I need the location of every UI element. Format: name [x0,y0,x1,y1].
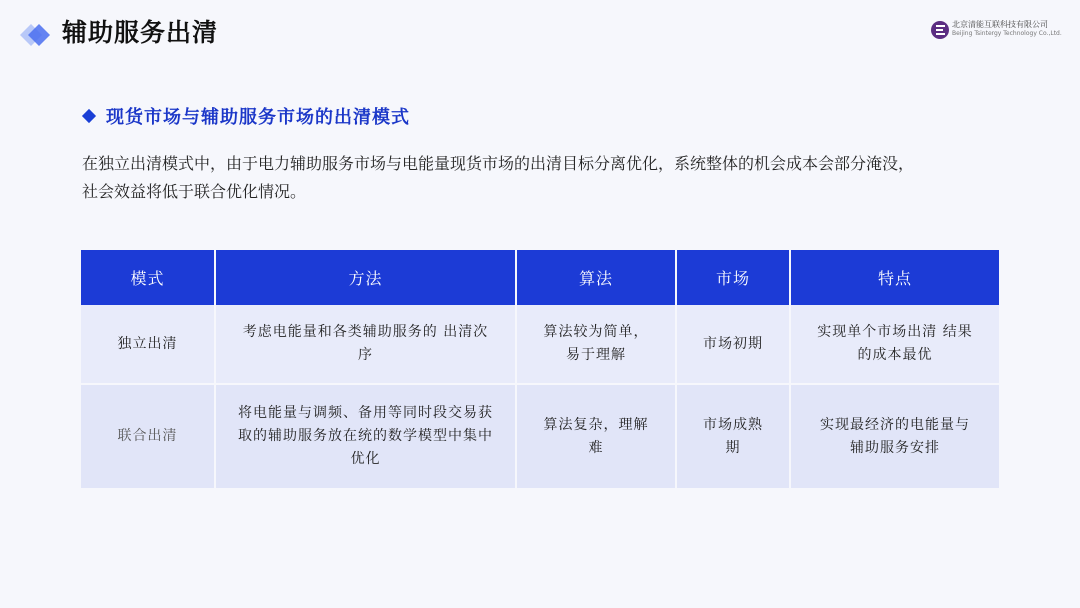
comparison-table [81,250,999,490]
layers-diamond-icon [18,20,52,50]
intro-line-2: 社会效益将低于联合优化情况。 [82,182,307,201]
section-heading [82,102,410,130]
cell-method: 考虑电能量和各类辅助服务的 出清次序 [215,305,516,384]
cell-feature: 实现最经济的电能量与辅助服务安排 [790,384,999,489]
company-logo [930,18,1062,44]
cell-algorithm: 算法复杂，理解难 [516,384,676,489]
section-heading-text: 现货市场与辅助服务市场的出清模式 [106,107,410,128]
table-row [81,305,999,384]
page-title: 辅助服务出清 [62,18,219,47]
cell-algorithm: 算法较为简单，易于理解 [516,305,676,384]
company-logo-icon [930,20,950,40]
cell-market: 市场初期 [676,305,790,384]
cell-mode: 独立出清 [81,305,215,384]
diamond-bullet-icon [82,109,96,123]
cell-feature: 实现单个市场出清 结果的成本最优 [790,305,999,384]
table-header-row [81,250,999,305]
company-name-cn: 北京清能互联科技有限公司 [952,20,1048,29]
cell-method: 将电能量与调频、备用等同时段交易获取的辅助服务放在统的数学模型中集中优化 [215,384,516,489]
header-cell-method: 方法 [215,250,516,305]
header [0,0,1080,66]
intro-line-1: 在独立出清模式中，由于电力辅助服务市场与电能量现货市场的出清目标分离优化，系统整体的机会成本会部分淹没， [82,154,915,173]
table-row [81,384,999,489]
header-cell-algorithm: 算法 [516,250,676,305]
header-cell-feature: 特点 [790,250,999,305]
header-cell-market: 市场 [676,250,790,305]
intro-paragraph [82,150,1012,206]
cell-market: 市场成熟期 [676,384,790,489]
company-name-en: Beijing Tsintergy Technology Co.,Ltd. [952,30,1062,37]
header-cell-mode: 模式 [81,250,215,305]
cell-mode: 联合出清 [81,384,215,489]
